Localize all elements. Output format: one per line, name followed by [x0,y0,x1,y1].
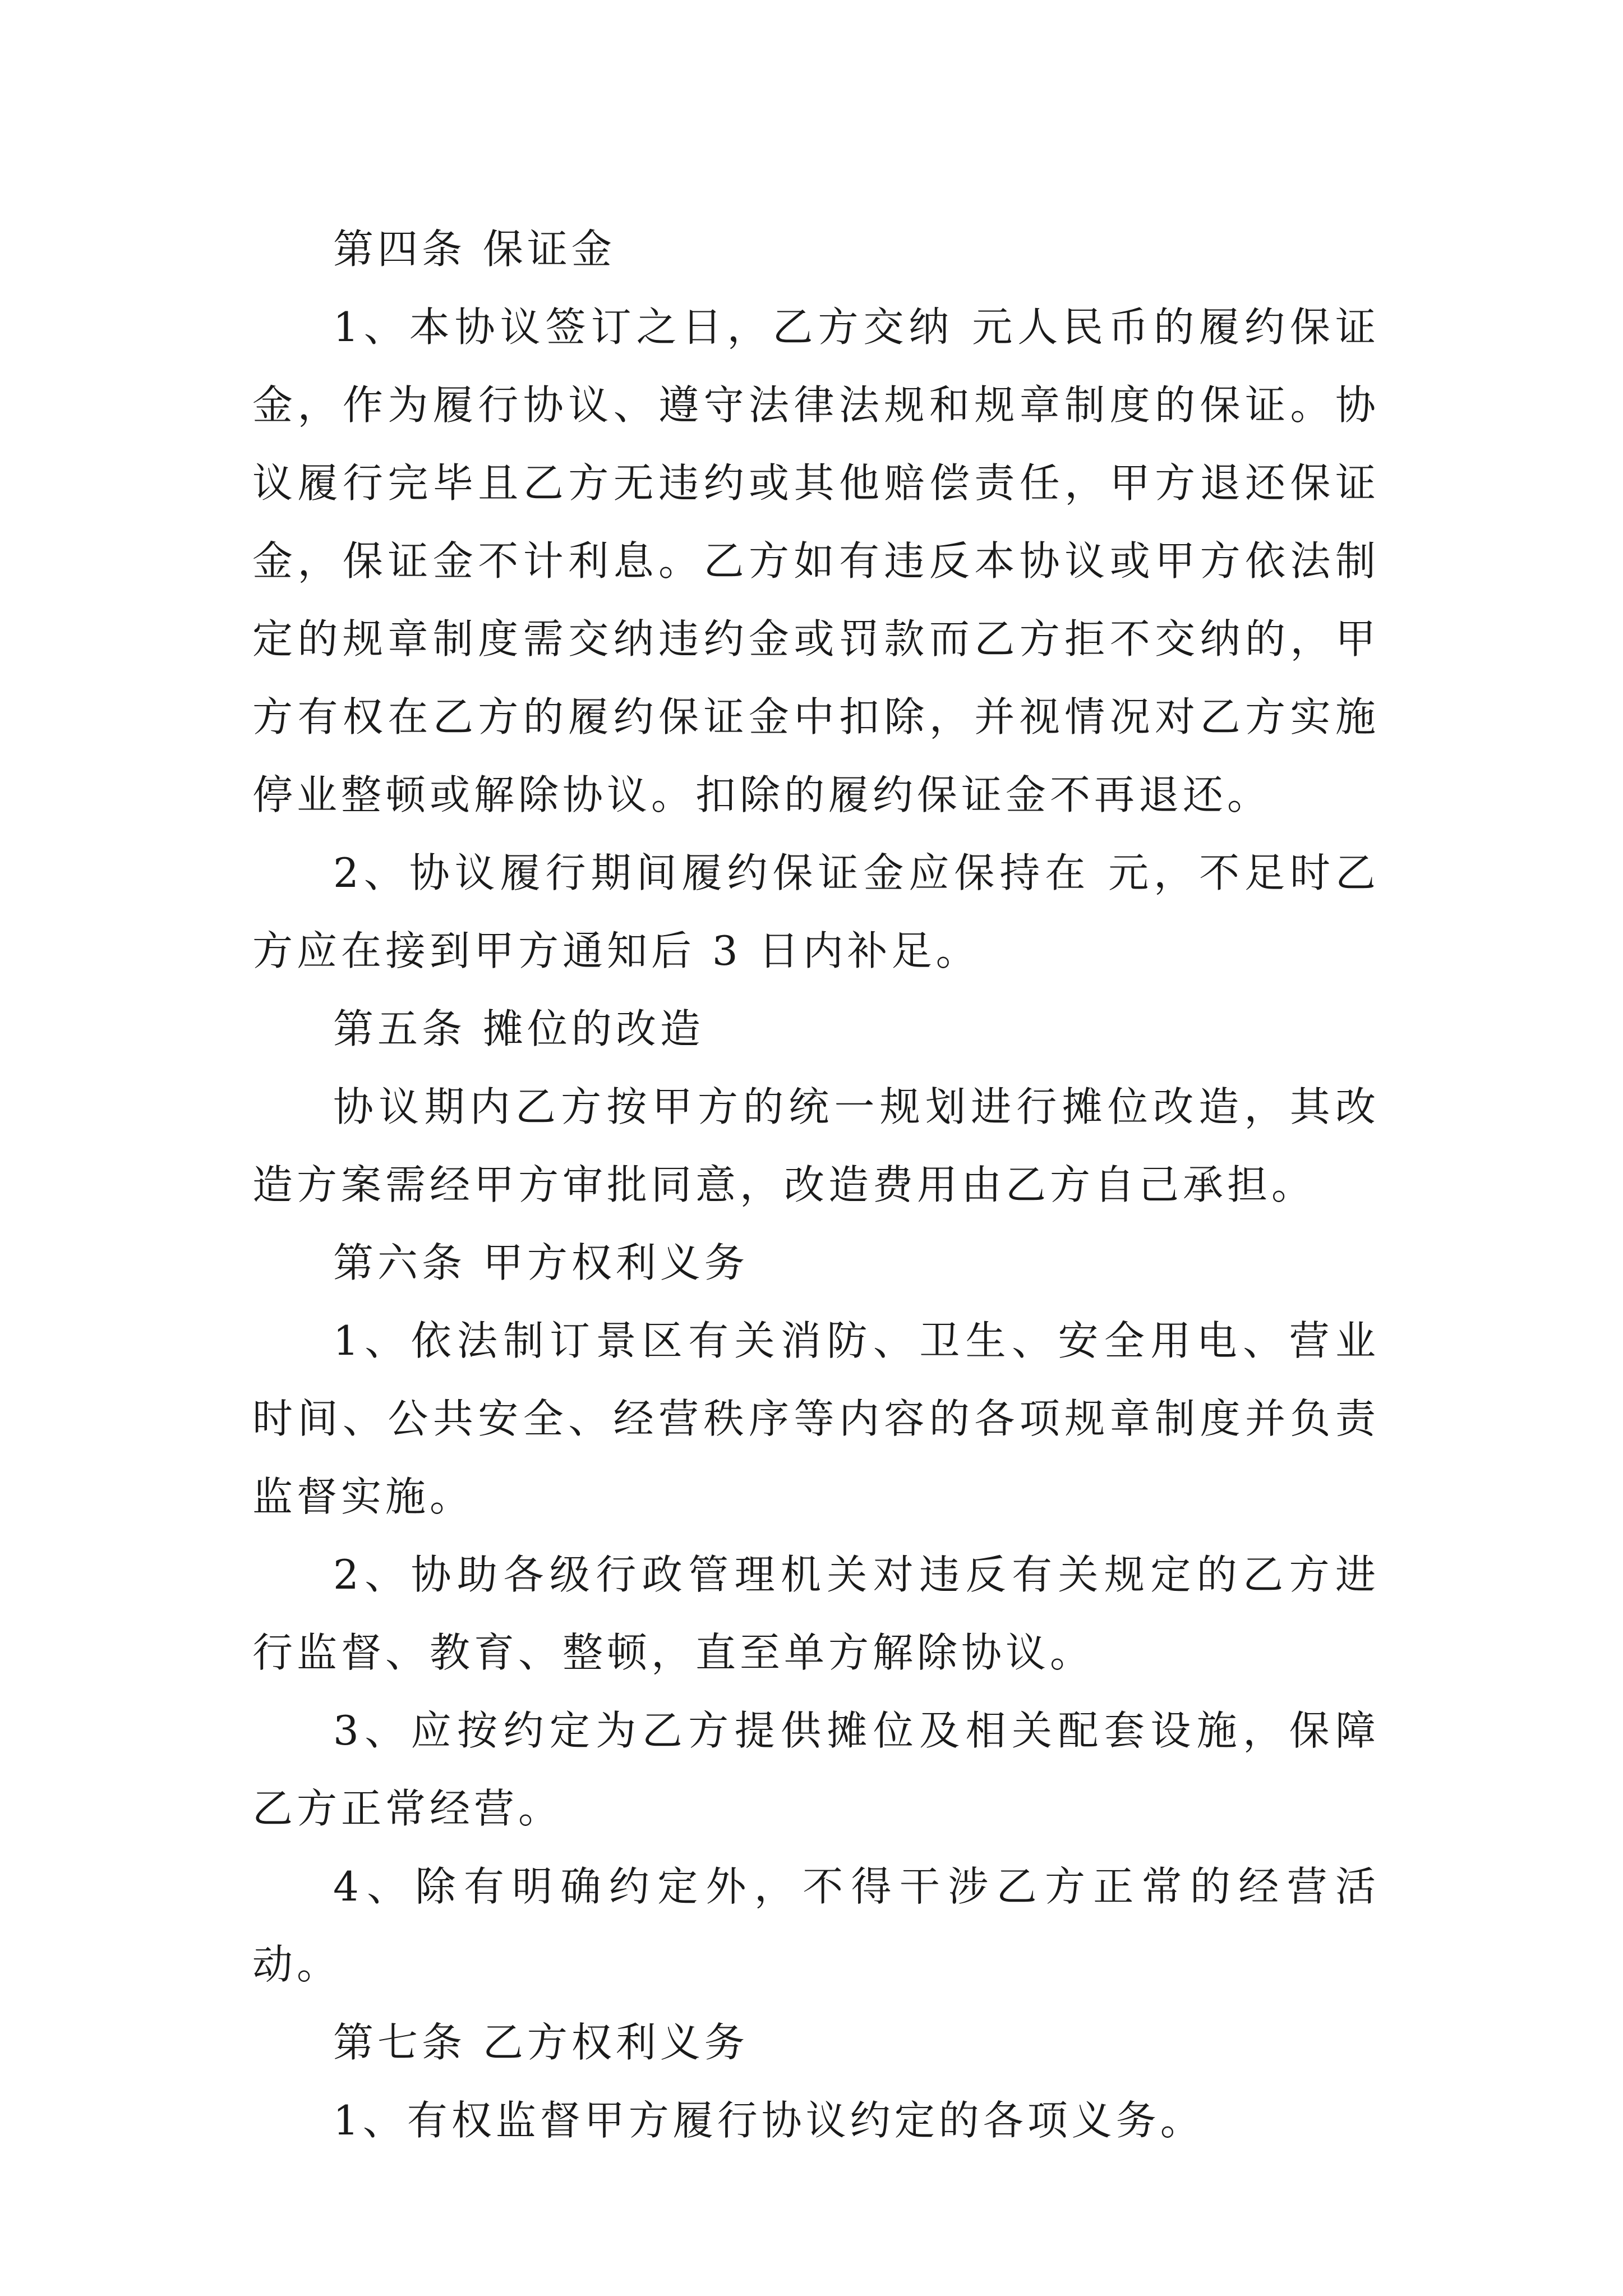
article-5-heading: 第五条 摊位的改造 [333,1005,704,1052]
document-body [252,210,1380,2160]
article-6-clause-2: 2、协助各级行政管理机关对违反有关规定的乙方进行监督、教育、整顿，直至单方解除协议。 [252,1551,1380,1676]
article-6-heading: 第六条 甲方权利义务 [333,1239,749,1286]
article-7-heading: 第七条 乙方权利义务 [333,2019,749,2066]
article-4-heading: 第四条 保证金 [333,226,616,273]
article-6-clause-4: 4、除有明确约定外，不得干涉乙方正常的经营活动。 [252,1863,1380,1988]
article-7-clause-1: 1、有权监督甲方履行协议约定的各项义务。 [333,2097,1205,2144]
article-4-clause-1: 1、本协议签订之日，乙方交纳 元人民币的履约保证金，作为履行协议、遵守法律法规和规章制度的保证。协议履行完毕且乙方无违约或其他赔偿责任，甲方退还保证金，保证金不计利息。乙方如有违反本协议或甲方依法制定的规章制度需交纳违约金或罚款而乙方拒不交纳的，甲方有权在乙方的履约保证金中扣除，并视情况对乙方实施停业整顿或解除协议。扣除的履约保证金不再退还。 [252,303,1380,818]
article-5-body: 协议期内乙方按甲方的统一规划进行摊位改造，其改造方案需经甲方审批同意，改造费用由乙方自己承担。 [252,1083,1380,1208]
article-6-clause-1: 1、依法制订景区有关消防、卫生、安全用电、营业时间、公共安全、经营秩序等内容的各项规章制度并负责监督实施。 [252,1317,1380,1520]
article-4-clause-2: 2、协议履行期间履约保证金应保持在 元，不足时乙方应在接到甲方通知后 3 日内补足。 [252,849,1380,974]
article-6-clause-3: 3、应按约定为乙方提供摊位及相关配套设施，保障乙方正常经营。 [252,1707,1380,1832]
